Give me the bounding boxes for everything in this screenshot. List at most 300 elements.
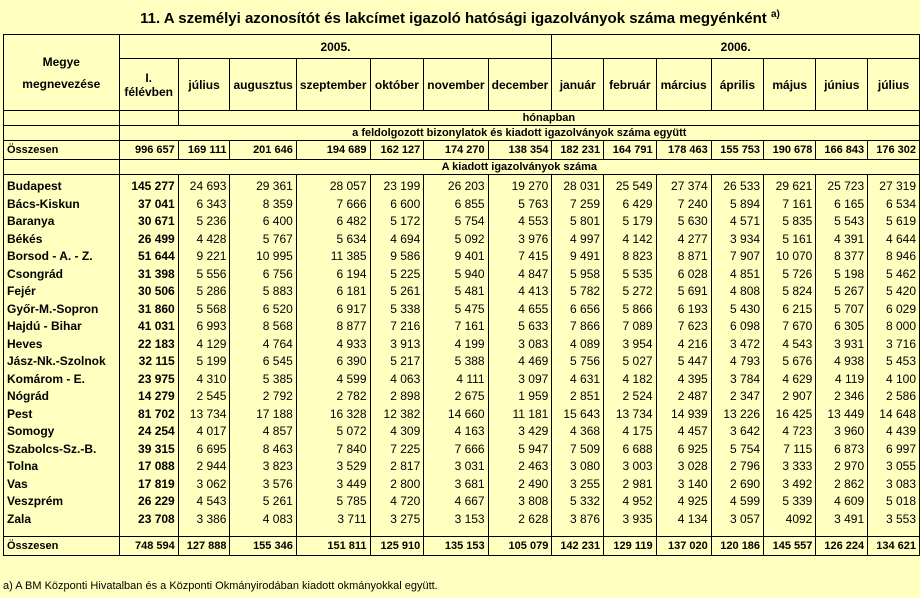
spacer-cell — [764, 528, 816, 537]
spacer-cell — [604, 528, 656, 537]
table-cell: 41 031 — [119, 318, 178, 336]
table-cell: 8 359 — [230, 196, 296, 214]
table-cell: 5 630 — [656, 213, 711, 231]
total-value: 151 811 — [296, 537, 370, 556]
table-cell: 5 634 — [296, 231, 370, 249]
table-cell: 4 310 — [178, 371, 230, 389]
county-name: Baranya — [4, 213, 120, 231]
table-cell: 6 400 — [230, 213, 296, 231]
table-cell: 4 368 — [552, 423, 604, 441]
table-cell: 4 175 — [604, 423, 656, 441]
table-cell: 3 492 — [764, 476, 816, 494]
table-cell: 39 315 — [119, 441, 178, 459]
table-cell: 7 216 — [370, 318, 424, 336]
table-cell: 5 388 — [424, 353, 488, 371]
table-cell: 7 115 — [764, 441, 816, 459]
table-cell: 8 568 — [230, 318, 296, 336]
table-row — [4, 388, 920, 406]
table-cell: 2 545 — [178, 388, 230, 406]
table-cell: 7 840 — [296, 441, 370, 459]
table-cell: 3 449 — [296, 476, 370, 494]
table-row — [4, 336, 920, 354]
table-cell: 5 556 — [178, 266, 230, 284]
table-cell: 3 681 — [424, 476, 488, 494]
table-cell: 17 819 — [119, 476, 178, 494]
table-cell: 2 796 — [711, 458, 763, 476]
table-cell: 3 931 — [816, 336, 868, 354]
total-value: 194 689 — [296, 141, 370, 160]
table-cell: 3 711 — [296, 511, 370, 529]
table-cell: 2 944 — [178, 458, 230, 476]
table-cell: 4 216 — [656, 336, 711, 354]
table-cell: 3 529 — [296, 458, 370, 476]
table-cell: 24 693 — [178, 175, 230, 196]
table-cell: 9 401 — [424, 248, 488, 266]
table-cell: 26 499 — [119, 231, 178, 249]
first-half-header: I. félévben — [119, 59, 178, 111]
table-cell: 9 586 — [370, 248, 424, 266]
total-value: 748 594 — [119, 537, 178, 556]
table-cell: 4 199 — [424, 336, 488, 354]
table-cell: 11 181 — [488, 406, 552, 424]
table-cell: 8 000 — [868, 318, 920, 336]
table-cell: 5 801 — [552, 213, 604, 231]
total-top-section — [4, 141, 920, 160]
table-cell: 5 947 — [488, 441, 552, 459]
table-cell: 6 181 — [296, 283, 370, 301]
table-cell: 3 429 — [488, 423, 552, 441]
table-cell: 6 194 — [296, 266, 370, 284]
table-cell: 4 457 — [656, 423, 711, 441]
county-name: Borsod - A. - Z. — [4, 248, 120, 266]
table-cell: 26 533 — [711, 175, 763, 196]
table-cell: 6 756 — [230, 266, 296, 284]
table-cell: 4 142 — [604, 231, 656, 249]
table-cell: 5 236 — [178, 213, 230, 231]
table-cell: 5 782 — [552, 283, 604, 301]
month-header-2006: július — [868, 59, 920, 111]
table-cell: 5 018 — [868, 493, 920, 511]
table-cell: 2 851 — [552, 388, 604, 406]
table-row — [4, 196, 920, 214]
table-cell: 10 070 — [764, 248, 816, 266]
table-cell: 3 153 — [424, 511, 488, 529]
table-cell: 10 995 — [230, 248, 296, 266]
table-cell: 7 161 — [424, 318, 488, 336]
county-name: Szabolcs-Sz.-B. — [4, 441, 120, 459]
total-value: 105 079 — [488, 537, 552, 556]
table-cell: 6 925 — [656, 441, 711, 459]
table-cell: 13 734 — [178, 406, 230, 424]
spacer-cell — [868, 528, 920, 537]
table-cell: 37 041 — [119, 196, 178, 214]
table-cell: 2 347 — [711, 388, 763, 406]
table-row — [4, 423, 920, 441]
county-name: Pest — [4, 406, 120, 424]
total-bottom-section — [4, 537, 920, 556]
month-header-2006: február — [604, 59, 656, 111]
table-cell: 19 270 — [488, 175, 552, 196]
table-cell: 13 226 — [711, 406, 763, 424]
total-value: 138 354 — [488, 141, 552, 160]
table-cell: 7 415 — [488, 248, 552, 266]
table-cell: 6 545 — [230, 353, 296, 371]
table-cell: 3 576 — [230, 476, 296, 494]
table-cell: 3 935 — [604, 511, 656, 529]
table-cell: 27 319 — [868, 175, 920, 196]
table-cell: 6 688 — [604, 441, 656, 459]
monthly-header: hónapban — [178, 111, 919, 126]
table-cell: 3 491 — [816, 511, 868, 529]
table-header — [4, 35, 920, 141]
table-cell: 14 279 — [119, 388, 178, 406]
table-cell: 3 913 — [370, 336, 424, 354]
total-value: 126 224 — [816, 537, 868, 556]
table-cell: 17 088 — [119, 458, 178, 476]
table-cell: 3 275 — [370, 511, 424, 529]
table-cell: 3 055 — [868, 458, 920, 476]
table-cell: 2 907 — [764, 388, 816, 406]
table-cell: 5 754 — [424, 213, 488, 231]
table-cell: 6 997 — [868, 441, 920, 459]
table-cell: 3 080 — [552, 458, 604, 476]
table-cell: 4 655 — [488, 301, 552, 319]
table-cell: 3 934 — [711, 231, 763, 249]
month-header-2005: szeptember — [296, 59, 370, 111]
table-cell: 4 413 — [488, 283, 552, 301]
table-cell: 4 847 — [488, 266, 552, 284]
table-cell: 4 129 — [178, 336, 230, 354]
table-cell: 6 193 — [656, 301, 711, 319]
table-cell: 5 172 — [370, 213, 424, 231]
table-cell: 6 305 — [816, 318, 868, 336]
table-cell: 5 568 — [178, 301, 230, 319]
table-cell: 2 490 — [488, 476, 552, 494]
table-row — [4, 248, 920, 266]
spacer-row — [4, 528, 920, 537]
table-cell: 7 866 — [552, 318, 604, 336]
table-row — [4, 476, 920, 494]
total-value: 164 791 — [604, 141, 656, 160]
spacer-cell — [4, 126, 120, 141]
table-cell: 5 199 — [178, 353, 230, 371]
table-cell: 4 111 — [424, 371, 488, 389]
year-2005-header: 2005. — [119, 35, 552, 59]
table-cell: 3 062 — [178, 476, 230, 494]
table-cell: 5 272 — [604, 283, 656, 301]
month-header-2006: június — [816, 59, 868, 111]
table-row — [4, 441, 920, 459]
table-cell: 7 240 — [656, 196, 711, 214]
spacer-cell — [552, 528, 604, 537]
total-value: 201 646 — [230, 141, 296, 160]
table-row — [4, 318, 920, 336]
table-cell: 4 571 — [711, 213, 763, 231]
spacer-cell — [711, 528, 763, 537]
table-cell: 2 675 — [424, 388, 488, 406]
table-cell: 30 506 — [119, 283, 178, 301]
table-cell: 4 631 — [552, 371, 604, 389]
table-cell: 5 027 — [604, 353, 656, 371]
table-cell: 6 028 — [656, 266, 711, 284]
table-cell: 8 377 — [816, 248, 868, 266]
table-cell: 2 817 — [370, 458, 424, 476]
county-name: Fejér — [4, 283, 120, 301]
table-cell: 3 083 — [488, 336, 552, 354]
table-cell: 5 339 — [764, 493, 816, 511]
table-cell: 4 857 — [230, 423, 296, 441]
table-row — [4, 266, 920, 284]
table-cell: 6 098 — [711, 318, 763, 336]
table-cell: 4 428 — [178, 231, 230, 249]
total-value: 120 186 — [711, 537, 763, 556]
table-cell: 5 430 — [711, 301, 763, 319]
table-cell: 3 976 — [488, 231, 552, 249]
county-name: Tolna — [4, 458, 120, 476]
table-cell: 6 215 — [764, 301, 816, 319]
table-cell: 5 726 — [764, 266, 816, 284]
total-value: 155 753 — [711, 141, 763, 160]
county-name: Hajdú - Bihar — [4, 318, 120, 336]
table-cell: 30 671 — [119, 213, 178, 231]
table-cell: 23 708 — [119, 511, 178, 529]
footnote: a) A BM Központi Hivatalban és a Központi Okmányirodában kiadott okmányokkal együtt. — [3, 580, 438, 592]
table-cell: 4 134 — [656, 511, 711, 529]
table-cell: 6 695 — [178, 441, 230, 459]
table-cell: 3 140 — [656, 476, 711, 494]
table-cell: 5 633 — [488, 318, 552, 336]
table-cell: 4 694 — [370, 231, 424, 249]
table-cell: 2 586 — [868, 388, 920, 406]
table-cell: 3 386 — [178, 511, 230, 529]
table-cell: 5 676 — [764, 353, 816, 371]
table-cell: 2 792 — [230, 388, 296, 406]
table-cell: 23 975 — [119, 371, 178, 389]
table-cell: 7 670 — [764, 318, 816, 336]
table-cell: 2 628 — [488, 511, 552, 529]
table-cell: 3 057 — [711, 511, 763, 529]
month-header-2006: április — [711, 59, 763, 111]
month-header-2006: március — [656, 59, 711, 111]
table-cell: 5 447 — [656, 353, 711, 371]
table-title — [0, 0, 920, 34]
table-cell: 4 017 — [178, 423, 230, 441]
table-cell: 4092 — [764, 511, 816, 529]
table-cell: 32 115 — [119, 353, 178, 371]
table-cell: 81 702 — [119, 406, 178, 424]
table-cell: 5 267 — [816, 283, 868, 301]
table-cell: 11 385 — [296, 248, 370, 266]
table-cell: 6 534 — [868, 196, 920, 214]
spacer-cell — [488, 528, 552, 537]
table-cell: 5 092 — [424, 231, 488, 249]
table-cell: 3 716 — [868, 336, 920, 354]
table-cell: 3 083 — [868, 476, 920, 494]
table-cell: 5 286 — [178, 283, 230, 301]
table-cell: 13 449 — [816, 406, 868, 424]
spacer-cell — [119, 111, 178, 126]
total-value: 169 111 — [178, 141, 230, 160]
spacer-cell — [656, 528, 711, 537]
title-text: 11. A személyi azonosítót és lakcímet igazoló hatósági igazolványok száma megyénként — [140, 10, 767, 27]
table-cell: 4 063 — [370, 371, 424, 389]
table-cell: 3 808 — [488, 493, 552, 511]
table-cell: 16 328 — [296, 406, 370, 424]
table-cell: 6 482 — [296, 213, 370, 231]
table-cell: 7 907 — [711, 248, 763, 266]
table-cell: 8 871 — [656, 248, 711, 266]
table-cell: 5 420 — [868, 283, 920, 301]
title-footnote-marker: a) — [770, 9, 780, 20]
county-name: Zala — [4, 511, 120, 529]
month-header-2005: augusztus — [230, 59, 296, 111]
table-cell: 5 462 — [868, 266, 920, 284]
table-cell: 4 925 — [656, 493, 711, 511]
table-cell: 6 855 — [424, 196, 488, 214]
table-cell: 4 163 — [424, 423, 488, 441]
table-cell: 4 793 — [711, 353, 763, 371]
table-cell: 4 938 — [816, 353, 868, 371]
table-cell: 5 754 — [711, 441, 763, 459]
table-cell: 4 309 — [370, 423, 424, 441]
table-cell: 5 217 — [370, 353, 424, 371]
table-cell: 6 165 — [816, 196, 868, 214]
total-value: 182 231 — [552, 141, 604, 160]
spacer-cell — [296, 528, 370, 537]
table-cell: 2 800 — [370, 476, 424, 494]
table-cell: 2 981 — [604, 476, 656, 494]
table-row — [4, 175, 920, 196]
processed-caption: a feldolgozott bizonylatok és kiadott igazolványok száma együtt — [119, 126, 919, 141]
table-cell: 8 463 — [230, 441, 296, 459]
table-cell: 5 332 — [552, 493, 604, 511]
table-cell: 4 720 — [370, 493, 424, 511]
total-value: 166 843 — [816, 141, 868, 160]
county-name: Komárom - E. — [4, 371, 120, 389]
total-value: 178 463 — [656, 141, 711, 160]
table-cell: 28 031 — [552, 175, 604, 196]
table-cell: 5 535 — [604, 266, 656, 284]
table-cell: 5 225 — [370, 266, 424, 284]
total-value: 142 231 — [552, 537, 604, 556]
table-cell: 4 609 — [816, 493, 868, 511]
table-row — [4, 458, 920, 476]
county-header-label: Megye megnevezése — [22, 54, 101, 91]
table-cell: 5 785 — [296, 493, 370, 511]
table-cell: 8 946 — [868, 248, 920, 266]
table-cell: 4 391 — [816, 231, 868, 249]
table-cell: 5 453 — [868, 353, 920, 371]
table-cell: 5 894 — [711, 196, 763, 214]
table-cell: 4 100 — [868, 371, 920, 389]
total-value: 174 270 — [424, 141, 488, 160]
table-cell: 16 425 — [764, 406, 816, 424]
table-cell: 2 970 — [816, 458, 868, 476]
month-header-2005: július — [178, 59, 230, 111]
table-cell: 6 873 — [816, 441, 868, 459]
table-cell: 31 398 — [119, 266, 178, 284]
table-cell: 26 203 — [424, 175, 488, 196]
total-row-bottom — [4, 537, 920, 556]
table-cell: 3 784 — [711, 371, 763, 389]
table-cell: 4 599 — [296, 371, 370, 389]
table-cell: 7 225 — [370, 441, 424, 459]
table-cell: 2 524 — [604, 388, 656, 406]
table-cell: 8 823 — [604, 248, 656, 266]
table-cell: 5 481 — [424, 283, 488, 301]
month-header-2005: november — [424, 59, 488, 111]
table-cell: 3 642 — [711, 423, 763, 441]
table-cell: 4 543 — [178, 493, 230, 511]
table-cell: 3 823 — [230, 458, 296, 476]
table-cell: 9 221 — [178, 248, 230, 266]
table-cell: 4 083 — [230, 511, 296, 529]
table-cell: 3 003 — [604, 458, 656, 476]
table-cell: 5 767 — [230, 231, 296, 249]
total-value: 127 888 — [178, 537, 230, 556]
table-cell: 5 835 — [764, 213, 816, 231]
table-cell: 5 475 — [424, 301, 488, 319]
table-cell: 5 940 — [424, 266, 488, 284]
table-row — [4, 231, 920, 249]
table-cell: 3 553 — [868, 511, 920, 529]
table-cell: 4 553 — [488, 213, 552, 231]
table-row — [4, 511, 920, 529]
table-cell: 25 549 — [604, 175, 656, 196]
table-cell: 26 229 — [119, 493, 178, 511]
total-value: 190 678 — [764, 141, 816, 160]
total-value: 135 153 — [424, 537, 488, 556]
county-header — [4, 35, 120, 111]
table-cell: 12 382 — [370, 406, 424, 424]
table-cell: 3 031 — [424, 458, 488, 476]
table-cell: 6 343 — [178, 196, 230, 214]
table-cell: 4 952 — [604, 493, 656, 511]
table-cell: 29 361 — [230, 175, 296, 196]
table-cell: 6 993 — [178, 318, 230, 336]
total-row-top — [4, 141, 920, 160]
table-cell: 7 666 — [424, 441, 488, 459]
table-cell: 5 161 — [764, 231, 816, 249]
table-cell: 7 623 — [656, 318, 711, 336]
table-cell: 5 338 — [370, 301, 424, 319]
table-row — [4, 213, 920, 231]
county-name: Budapest — [4, 175, 120, 196]
table-cell: 4 182 — [604, 371, 656, 389]
spacer-cell — [178, 528, 230, 537]
total-label: Összesen — [4, 141, 120, 160]
table-cell: 27 374 — [656, 175, 711, 196]
table-cell: 2 346 — [816, 388, 868, 406]
table-cell: 22 183 — [119, 336, 178, 354]
county-name: Jász-Nk.-Szolnok — [4, 353, 120, 371]
table-cell: 7 666 — [296, 196, 370, 214]
table-cell: 4 764 — [230, 336, 296, 354]
table-cell: 7 259 — [552, 196, 604, 214]
table-cell: 8 877 — [296, 318, 370, 336]
total-label: Összesen — [4, 537, 120, 556]
table-cell: 3 028 — [656, 458, 711, 476]
table-cell: 4 667 — [424, 493, 488, 511]
table-cell: 5 179 — [604, 213, 656, 231]
table-cell: 5 198 — [816, 266, 868, 284]
table-cell: 145 277 — [119, 175, 178, 196]
table-cell: 2 898 — [370, 388, 424, 406]
month-header-2005: december — [488, 59, 552, 111]
table-row — [4, 353, 920, 371]
table-cell: 5 958 — [552, 266, 604, 284]
table-cell: 4 629 — [764, 371, 816, 389]
